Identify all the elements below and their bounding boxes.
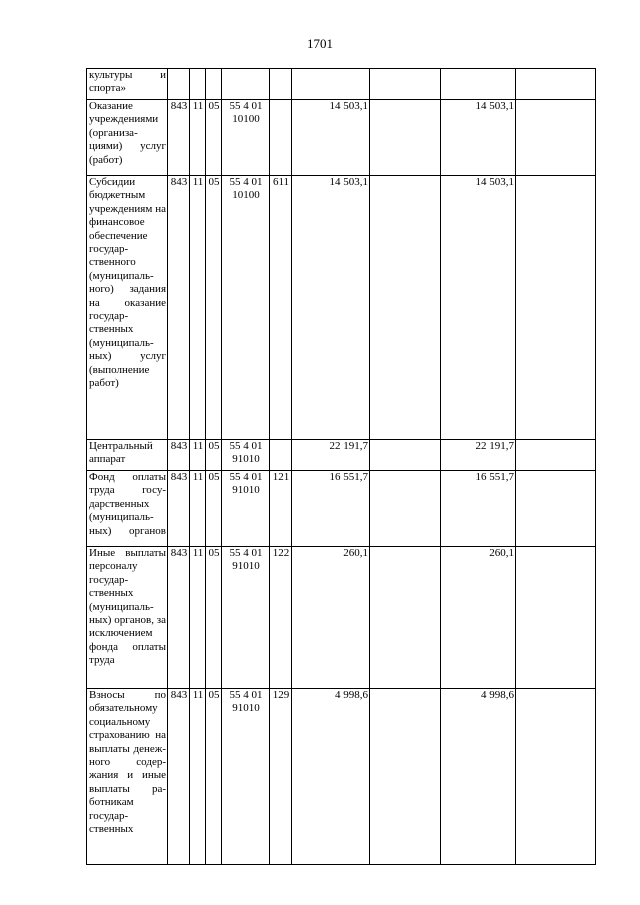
cell-rz: 11 [190, 471, 206, 547]
cell-sum4 [516, 547, 596, 689]
cell-sum4 [516, 689, 596, 865]
cell-pr: 05 [206, 100, 222, 176]
cell-sum2 [370, 100, 441, 176]
cell-sum1 [292, 69, 370, 100]
cell-ved: 843 [168, 471, 190, 547]
cell-sum2 [370, 689, 441, 865]
cell-csr: 55 4 01 91010 [222, 689, 270, 865]
cell-vr [270, 100, 292, 176]
cell-ved: 843 [168, 100, 190, 176]
cell-vr [270, 440, 292, 471]
cell-sum3: 260,1 [441, 547, 516, 689]
cell-sum4 [516, 440, 596, 471]
cell-sum4 [516, 69, 596, 100]
cell-csr [222, 69, 270, 100]
table-row [87, 176, 596, 440]
table-row [87, 440, 596, 471]
cell-sum2 [370, 176, 441, 440]
cell-name: Взносы по обязательному социальному страхованию на выплаты денежного содержания и иные выплаты работникам государственных [87, 689, 168, 865]
cell-sum2 [370, 69, 441, 100]
table-row [87, 69, 596, 100]
cell-rz: 11 [190, 440, 206, 471]
cell-ved: 843 [168, 440, 190, 471]
cell-sum1: 22 191,7 [292, 440, 370, 471]
table-row [87, 471, 596, 547]
budget-table [86, 68, 596, 865]
cell-ved: 843 [168, 176, 190, 440]
cell-name: Фонд оплаты труда государственных (муниципальных) органов [87, 471, 168, 547]
cell-sum1: 260,1 [292, 547, 370, 689]
cell-sum1: 14 503,1 [292, 176, 370, 440]
cell-rz: 11 [190, 689, 206, 865]
cell-vr [270, 69, 292, 100]
cell-name: Оказание учреждениями (организациями) услуг (работ) [87, 100, 168, 176]
cell-pr: 05 [206, 471, 222, 547]
table-row [87, 547, 596, 689]
cell-sum2 [370, 471, 441, 547]
cell-csr: 55 4 01 91010 [222, 471, 270, 547]
page-number: 1701 [307, 36, 333, 51]
cell-name: культуры и спорта» [87, 69, 168, 100]
cell-sum4 [516, 471, 596, 547]
cell-sum1: 4 998,6 [292, 689, 370, 865]
cell-csr: 55 4 01 91010 [222, 547, 270, 689]
cell-rz: 11 [190, 547, 206, 689]
cell-ved [168, 69, 190, 100]
cell-sum4 [516, 176, 596, 440]
cell-ved: 843 [168, 547, 190, 689]
cell-vr: 129 [270, 689, 292, 865]
cell-rz [190, 69, 206, 100]
cell-pr: 05 [206, 440, 222, 471]
cell-vr: 611 [270, 176, 292, 440]
cell-vr: 122 [270, 547, 292, 689]
cell-csr: 55 4 01 91010 [222, 440, 270, 471]
cell-sum2 [370, 547, 441, 689]
cell-sum1: 14 503,1 [292, 100, 370, 176]
cell-sum3: 14 503,1 [441, 100, 516, 176]
cell-name: Центральный аппарат [87, 440, 168, 471]
cell-sum3: 14 503,1 [441, 176, 516, 440]
cell-ved: 843 [168, 689, 190, 865]
cell-pr: 05 [206, 689, 222, 865]
cell-sum4 [516, 100, 596, 176]
cell-pr: 05 [206, 547, 222, 689]
cell-sum3: 4 998,6 [441, 689, 516, 865]
cell-sum1: 16 551,7 [292, 471, 370, 547]
cell-sum2 [370, 440, 441, 471]
cell-csr: 55 4 01 10100 [222, 176, 270, 440]
cell-pr: 05 [206, 176, 222, 440]
table-row [87, 100, 596, 176]
cell-csr: 55 4 01 10100 [222, 100, 270, 176]
cell-sum3: 22 191,7 [441, 440, 516, 471]
cell-sum3: 16 551,7 [441, 471, 516, 547]
cell-name: Субсидии бюджетным учреждениям на финансовое обеспечение государственного (муниципального) задания на оказание государственных (муниципальных) услуг (выполнение работ) [87, 176, 168, 440]
cell-rz: 11 [190, 176, 206, 440]
cell-rz: 11 [190, 100, 206, 176]
cell-sum3 [441, 69, 516, 100]
cell-vr: 121 [270, 471, 292, 547]
cell-pr [206, 69, 222, 100]
table-row [87, 689, 596, 865]
cell-name: Иные выплаты персоналу государственных (муниципальных) органов, за исключением фонда оплаты труда [87, 547, 168, 689]
